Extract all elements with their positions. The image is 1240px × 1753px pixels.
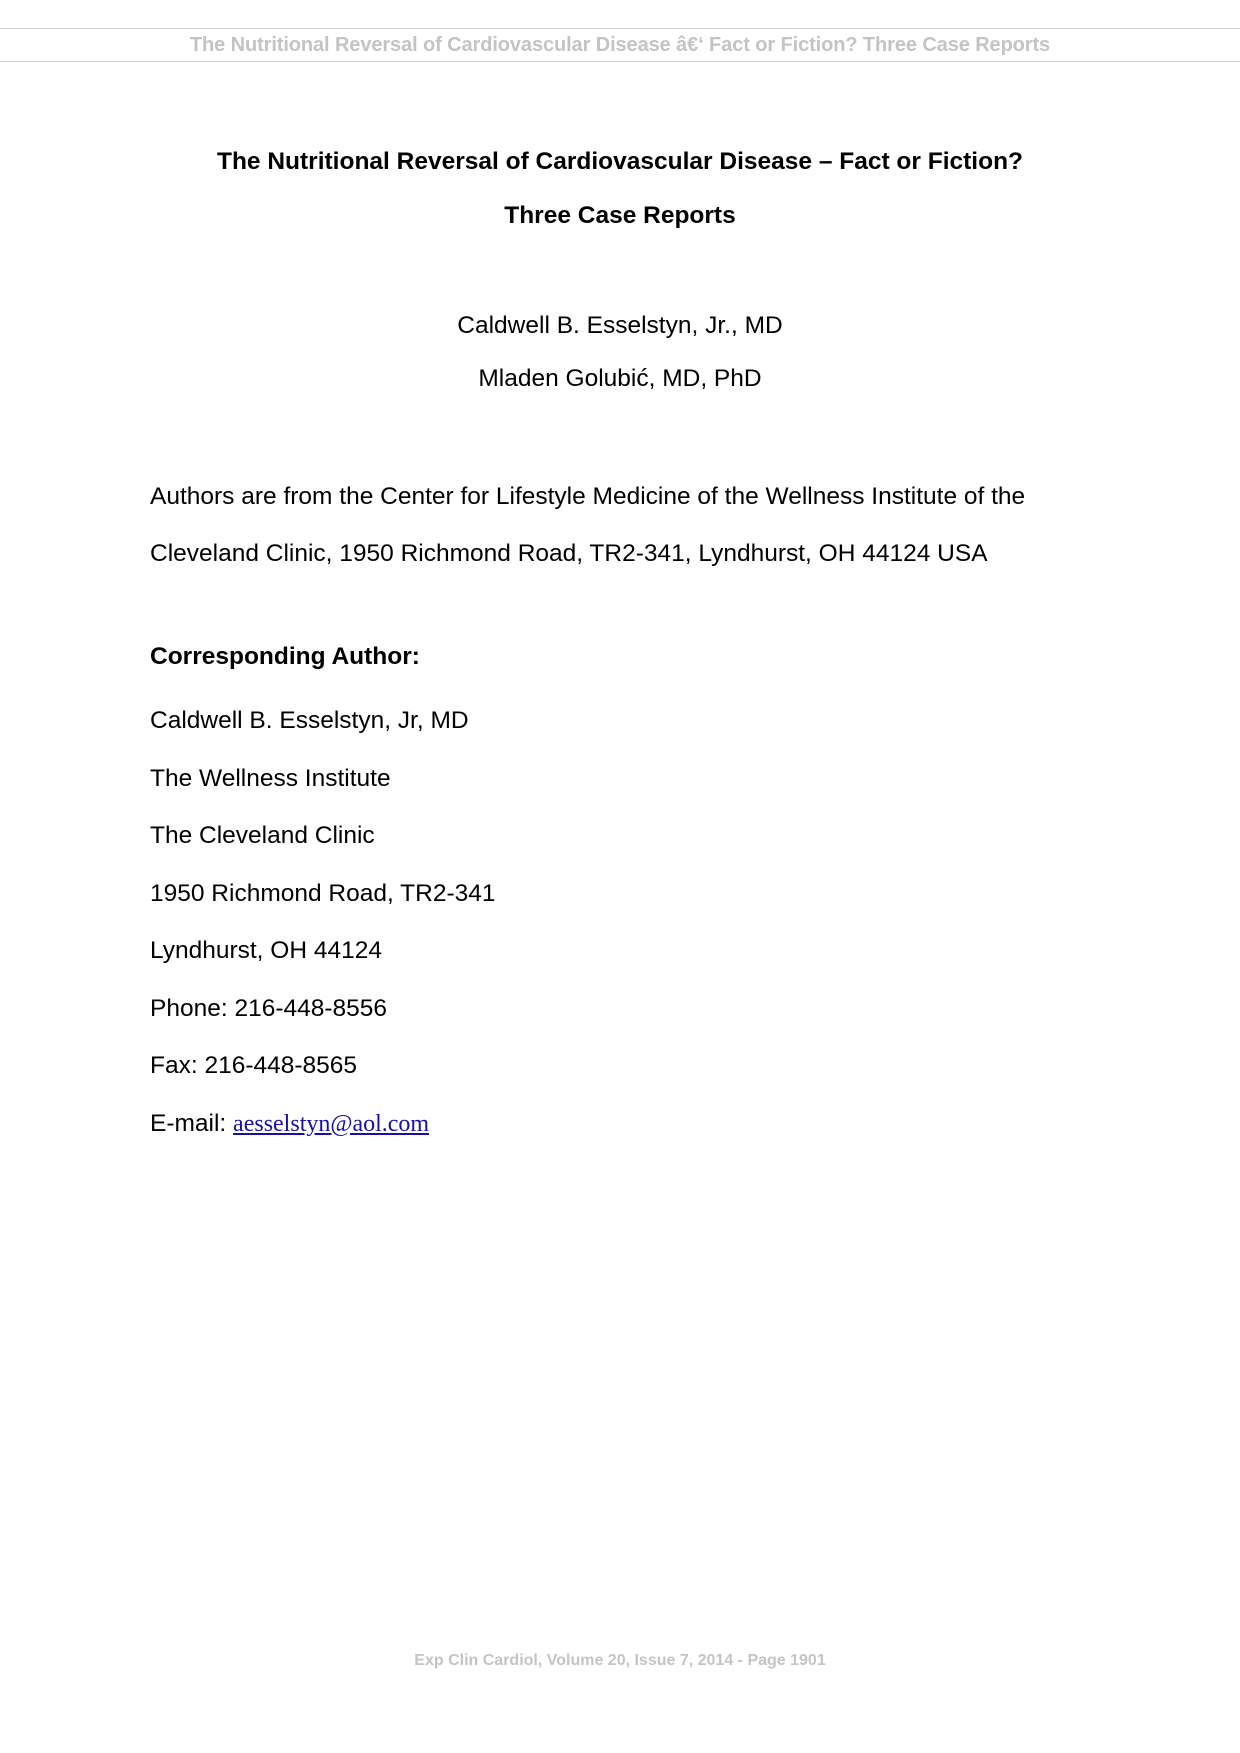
contact-phone: Phone: 216-448-8556 bbox=[150, 994, 388, 1022]
contact-name: Caldwell B. Esselstyn, Jr, MD bbox=[150, 707, 469, 734]
contact-street: 1950 Richmond Road, TR2-341 bbox=[150, 879, 496, 907]
email-label: E-mail: bbox=[150, 1109, 234, 1137]
contact-institute: The Wellness Institute bbox=[150, 764, 391, 792]
author-2: Mladen Golubić, MD, PhD bbox=[478, 365, 762, 392]
paper-subtitle: Three Case Reports bbox=[504, 202, 736, 229]
contact-clinic: The Cleveland Clinic bbox=[150, 822, 375, 849]
author-1: Caldwell B. Esselstyn, Jr., MD bbox=[457, 312, 783, 339]
email-link[interactable]: aesselstyn@aol.com bbox=[233, 1110, 430, 1137]
affiliation-line-1: Authors are from the Center for Lifestyle Medicine of the Wellness Institute of the bbox=[150, 483, 1026, 510]
paper-title: The Nutritional Reversal of Cardiovascular Disease – Fact or Fiction? bbox=[216, 148, 1023, 175]
running-header bbox=[0, 28, 1240, 62]
running-footer: Exp Clin Cardiol, Volume 20, Issue 7, 2014 - Page 1901 bbox=[414, 1652, 826, 1669]
contact-fax: Fax: 216-448-8565 bbox=[150, 1052, 358, 1079]
contact-city: Lyndhurst, OH 44124 bbox=[150, 937, 382, 964]
contact-email-row bbox=[150, 1095, 495, 1153]
corresponding-author-heading: Corresponding Author: bbox=[150, 643, 420, 670]
running-header-text: The Nutritional Reversal of Cardiovascular Disease â€‘ Fact or Fiction? Three Case Reports bbox=[189, 34, 1051, 56]
affiliation-line-2: Cleveland Clinic, 1950 Richmond Road, TR2-341, Lyndhurst, OH 44124 USA bbox=[150, 540, 988, 567]
affiliation bbox=[150, 468, 1110, 582]
corresponding-author-contact bbox=[150, 692, 495, 1152]
